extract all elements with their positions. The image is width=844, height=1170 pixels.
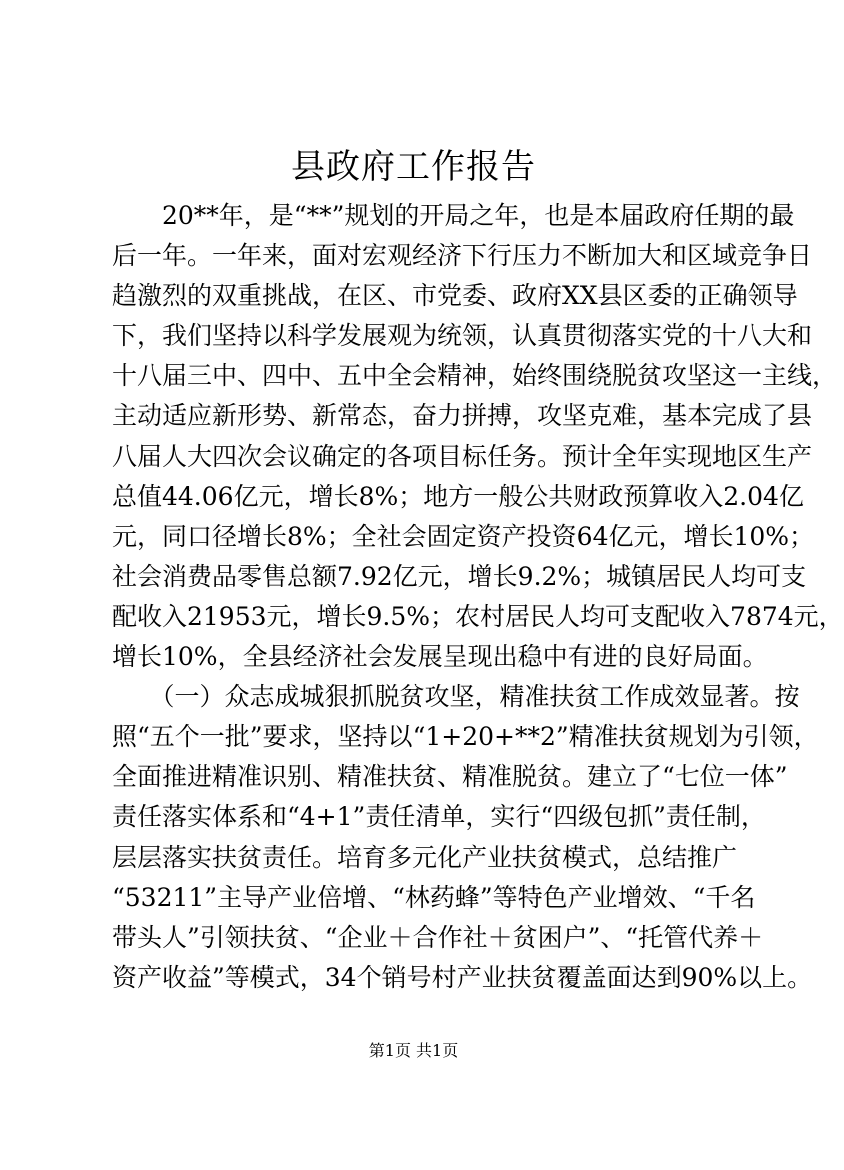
- body-line: （一）众志成城狠抓脱贫攻坚，精准扶贫工作成效显著。按: [112, 682, 800, 712]
- body-line: 20**年，是“**”规划的开局之年，也是本届政府任期的最: [112, 201, 795, 230]
- body-line: 层层落实扶贫责任。培育多元化产业扶贫模式，总结推广: [112, 842, 738, 872]
- body-line: 趋激烈的双重挑战，在区、市党委、政府XX县区委的正确领导: [112, 281, 798, 311]
- body-line: 全面推进精准识别、精准扶贫、精准脱贫。建立了“七位一体”: [112, 762, 788, 792]
- body-line: 带头人”引领扶贫、“企业＋合作社＋贫困户”、“托管代养＋: [112, 922, 764, 952]
- body-line: 照“五个一批”要求，坚持以“1+20+**2”精准扶贫规划为引领，: [112, 722, 819, 752]
- body-line: 主动适应新形势、新常态，奋力拼搏，攻坚克难，基本完成了县: [112, 401, 813, 431]
- body-line: 配收入21953元，增长9.5%；农村居民人均可支配收入7874元，: [112, 601, 844, 631]
- body-line: 责任落实体系和“4+1”责任清单，实行“四级包抓”责任制，: [112, 802, 766, 832]
- body-line: 元，同口径增长8%；全社会固定资产投资64亿元，增长10%；: [112, 521, 815, 551]
- body-line: 十八届三中、四中、五中全会精神，始终围绕脱贫攻坚这一主线，: [112, 361, 838, 391]
- body-line: 八届人大四次会议确定的各项目标任务。预计全年实现地区生产: [112, 441, 813, 471]
- body-line: 后一年。一年来，面对宏观经济下行压力不断加大和区域竞争日: [112, 241, 813, 271]
- body-line: 总值44.06亿元，增长8%；地方一般公共财政预算收入2.04亿: [112, 481, 804, 511]
- body-line: 社会消费品零售总额7.92亿元，增长9.2%；城镇居民人均可支: [112, 561, 807, 591]
- document-title: 县政府工作报告: [291, 147, 536, 187]
- document-body: [112, 196, 844, 998]
- body-line: “53211”主导产业倍增、“林药蜂”等特色产业增效、“千名: [112, 882, 756, 912]
- body-line: 下，我们坚持以科学发展观为统领，认真贯彻落实党的十八大和: [112, 321, 813, 351]
- page-footer: 第1页 共1页: [368, 1041, 459, 1060]
- body-line: 增长10%，全县经济社会发展呈现出稳中有进的良好局面。: [112, 642, 768, 672]
- body-line: 资产收益”等模式，34个销号村产业扶贫覆盖面达到90%以上。: [112, 962, 813, 992]
